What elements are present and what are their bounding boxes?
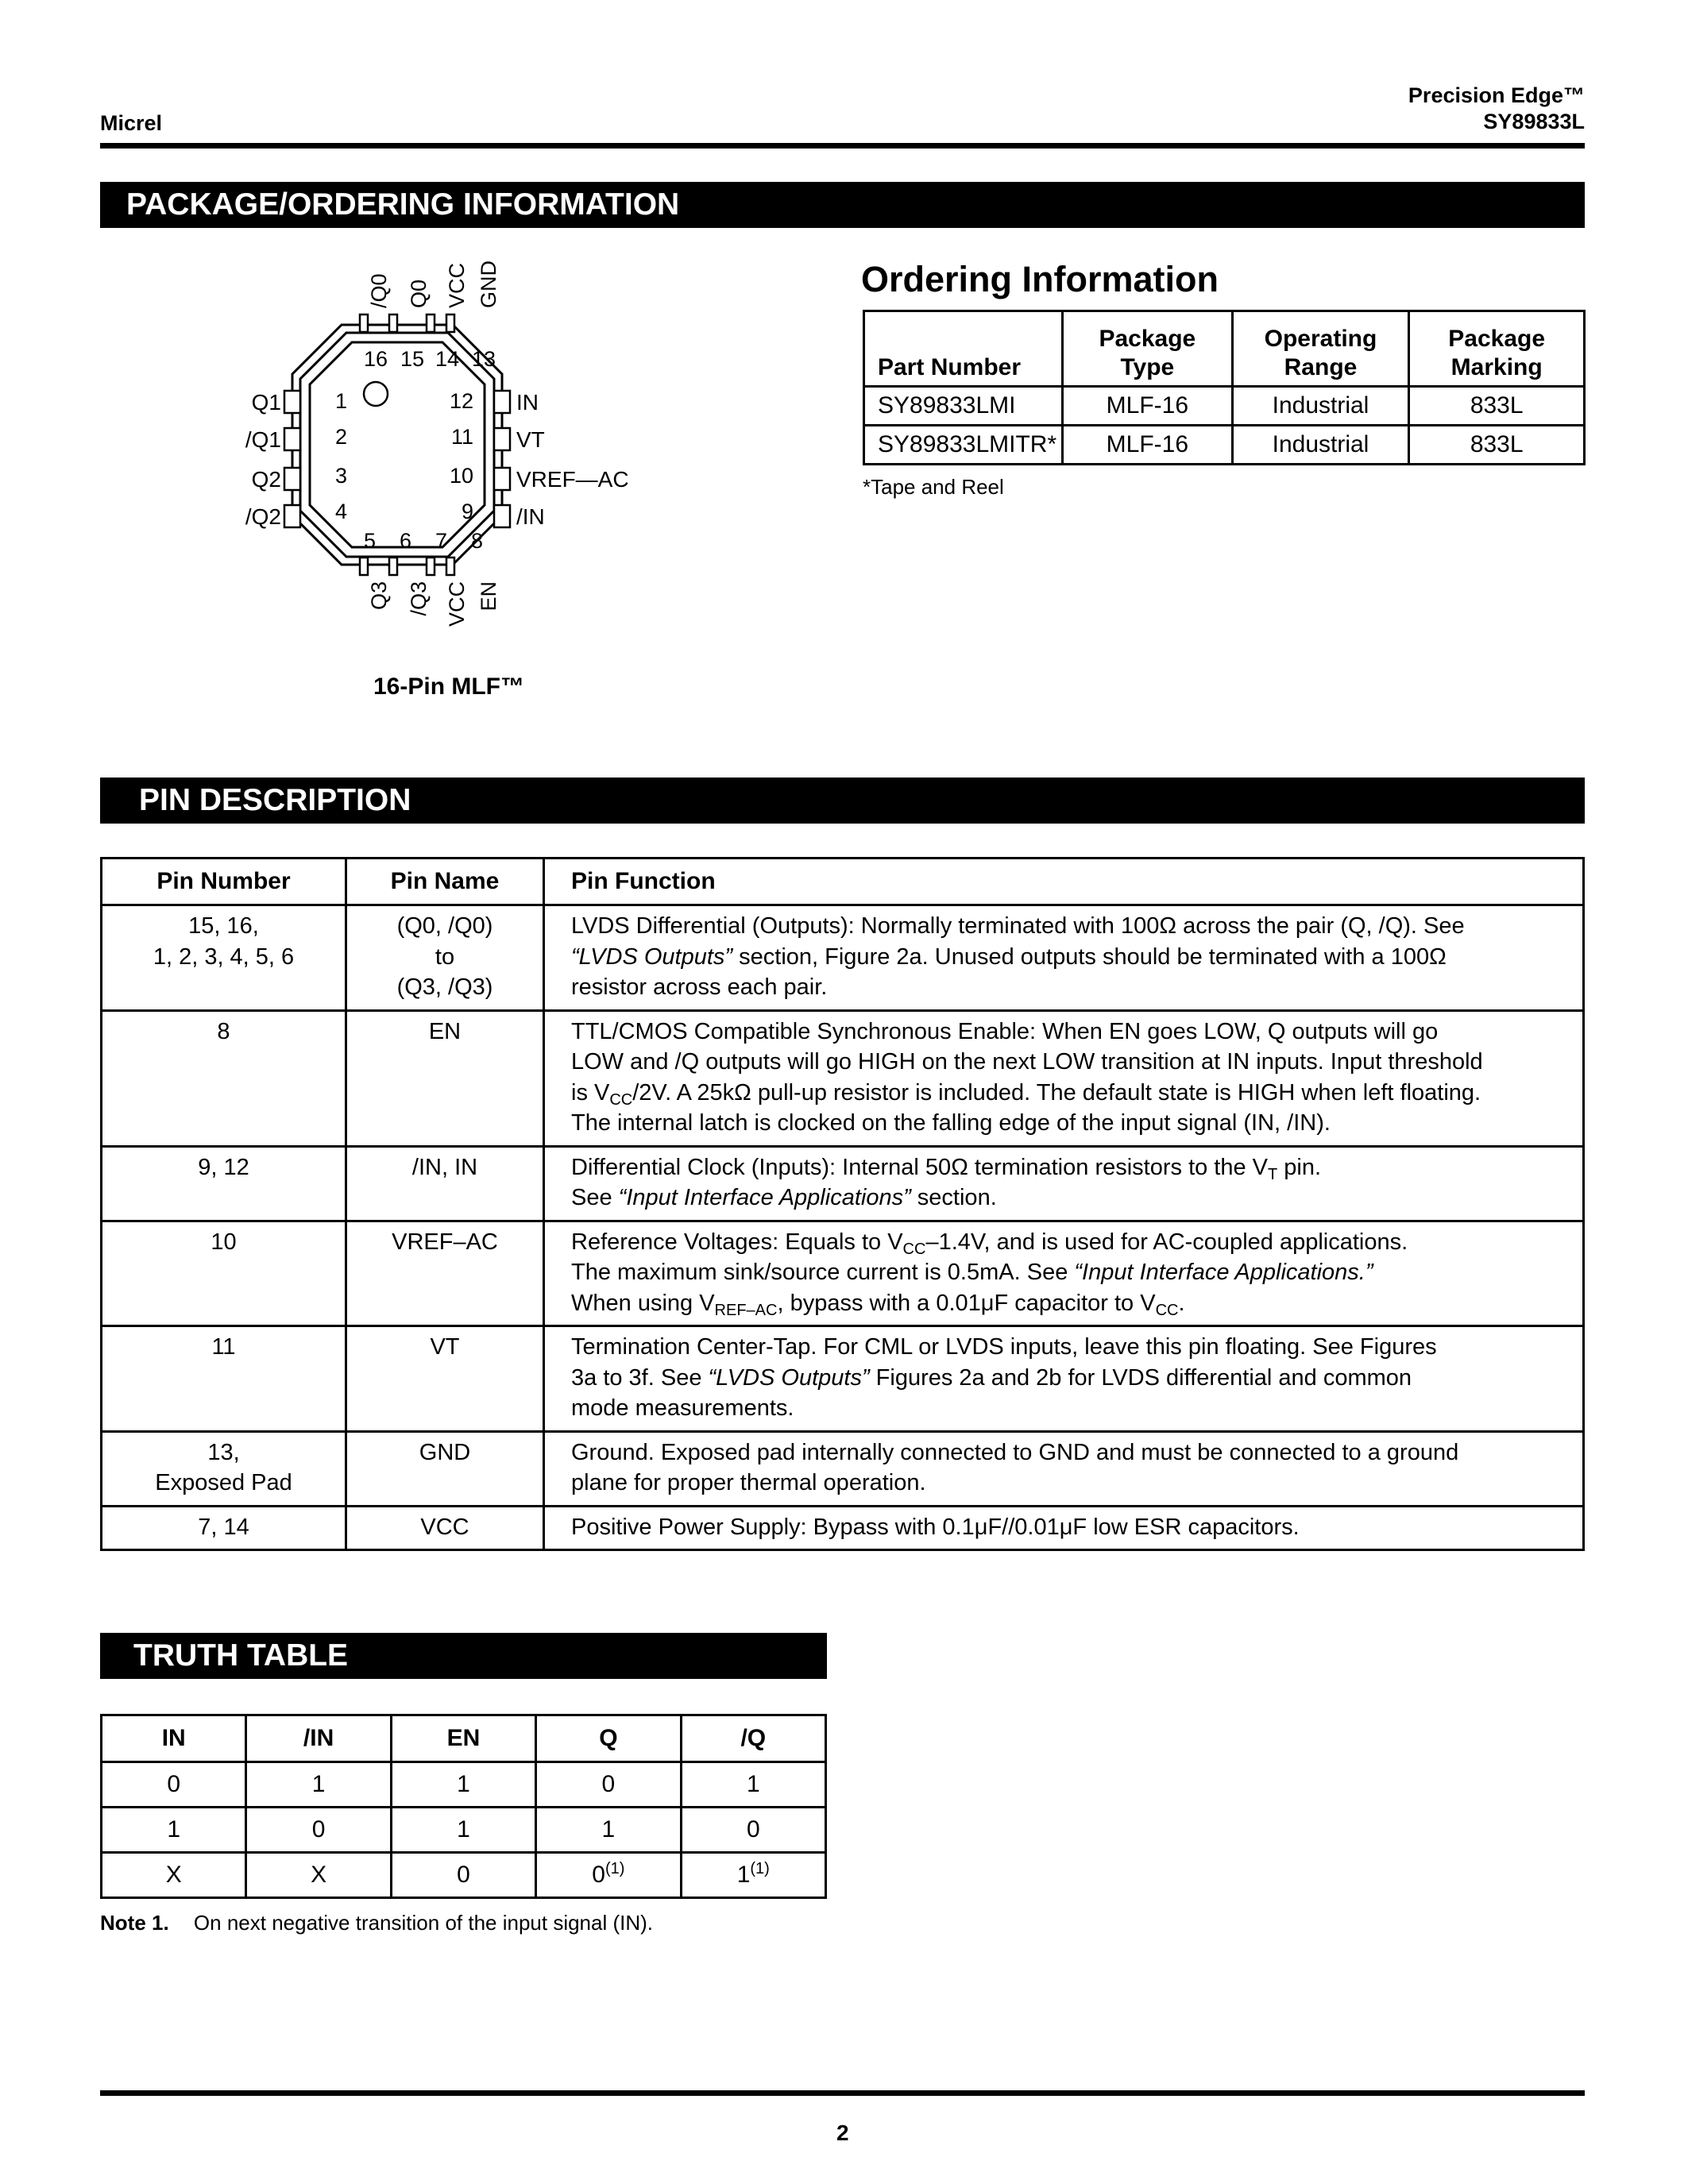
note-ref: (1) xyxy=(605,1860,625,1877)
table-row xyxy=(102,1762,826,1808)
truth-cell: X xyxy=(246,1853,391,1898)
link-input-interface: “Input Interface Applications” xyxy=(618,1185,911,1210)
truth-cell: 1 xyxy=(391,1762,535,1808)
ordering-cell-range: Industrial xyxy=(1232,426,1409,465)
link-input-interface: “Input Interface Applications.” xyxy=(1074,1260,1373,1285)
truth-cell: 0 xyxy=(681,1808,825,1853)
table-row xyxy=(102,1808,826,1853)
table-row xyxy=(102,1146,1584,1221)
section-bar-truth-table xyxy=(100,1633,827,1679)
pin-cell-name: /IN, IN xyxy=(346,1146,544,1221)
ordering-footnote: *Tape and Reel xyxy=(863,475,1004,499)
pin-cell-name: VCC xyxy=(346,1506,544,1550)
pin-name-bottom: EN xyxy=(477,581,500,612)
ordering-header-part: Part Number xyxy=(864,311,1063,387)
ordering-cell-part: SY89833LMI xyxy=(864,387,1063,426)
pin-cell-function: TTL/CMOS Compatible Synchronous Enable: When EN goes LOW, Q outputs will go LOW and /Q outputs will go HIGH on the next LOW transition at IN inputs. Input threshold is $V_{CC}/2V$. A 25kΩ pull-up resistor is included. The default state is HIGH when left floating. The internal latch is clocked on the falling edge of the input signal (IN, /IN). xyxy=(544,1010,1584,1146)
pin-number-bottom: 5 xyxy=(364,529,377,553)
pin-number-top: 15 xyxy=(400,347,425,371)
table-row xyxy=(864,387,1585,426)
pin-number-top: 13 xyxy=(472,347,496,371)
truth-cell: 1 xyxy=(246,1762,391,1808)
ordering-cell-type: MLF-16 xyxy=(1063,426,1232,465)
pin-name-top: /Q0 xyxy=(367,273,391,308)
pin-name-right: VREF—AC xyxy=(516,467,629,492)
pin-number-left: 1 xyxy=(335,389,348,413)
truth-header: EN xyxy=(391,1715,535,1762)
pin-cell-name: GND xyxy=(346,1431,544,1506)
package-diagram xyxy=(238,254,683,659)
ordering-header-marking: Package Marking xyxy=(1409,311,1585,387)
pin-name-left: /Q1 xyxy=(245,427,281,452)
truth-cell: X xyxy=(102,1853,246,1898)
pin-number-left: 2 xyxy=(335,425,348,449)
pin-number-right: 9 xyxy=(461,500,473,523)
ordering-table xyxy=(863,310,1586,465)
section-title-package: PACKAGE/ORDERING INFORMATION xyxy=(126,187,680,222)
pin-header-function: Pin Function xyxy=(544,859,1584,905)
pin-name-right: VT xyxy=(516,427,545,452)
company-name: Micrel xyxy=(100,111,163,135)
link-lvds-outputs: “LVDS Outputs” xyxy=(708,1364,870,1391)
ordering-cell-type: MLF-16 xyxy=(1063,387,1232,426)
pin-name-top: VCC xyxy=(445,262,469,308)
ordering-header-row xyxy=(864,311,1585,387)
truth-cell: 0 xyxy=(246,1808,391,1853)
pin-cell-function: Differential Clock (Inputs): Internal 50Ω termination resistors to the $V_T$ pin. See “Input Interface Applications” section. xyxy=(544,1146,1584,1221)
truth-table xyxy=(100,1714,827,1899)
pin-name-right: IN xyxy=(516,390,539,415)
pin-name-left: Q1 xyxy=(251,390,281,415)
truth-cell: 1 xyxy=(681,1762,825,1808)
pin-number-bottom: 8 xyxy=(471,529,484,553)
part-number: SY89833L xyxy=(1483,110,1585,133)
pin-name-left: /Q2 xyxy=(245,504,281,529)
pin-name-bottom: Q3 xyxy=(367,581,391,611)
page-number: 2 xyxy=(836,2120,849,2145)
pin-number-right: 10 xyxy=(449,464,473,488)
truth-cell: 0 xyxy=(102,1762,246,1808)
pin-header-row xyxy=(102,859,1584,905)
pin-name-bottom: /Q3 xyxy=(407,581,431,616)
truth-header: /Q xyxy=(681,1715,825,1762)
ordering-title: Ordering Information xyxy=(861,259,1219,299)
pin-cell-number: 15, 16, 1, 2, 3, 4, 5, 6 xyxy=(102,905,346,1011)
pin-cell-number: 8 xyxy=(102,1010,346,1146)
truth-note-text: On next negative transition of the input signal (IN). xyxy=(193,1911,654,1935)
table-row xyxy=(102,1506,1584,1550)
truth-cell: 0 xyxy=(391,1853,535,1898)
section-title-pin-description: PIN DESCRIPTION xyxy=(139,783,411,817)
truth-cell: 1 xyxy=(102,1808,246,1853)
table-row xyxy=(864,426,1585,465)
truth-cell: 0$^{(1)}$ xyxy=(536,1853,681,1898)
pin-name-left: Q2 xyxy=(251,467,281,492)
truth-header-row xyxy=(102,1715,826,1762)
section-bar-package xyxy=(100,182,1585,228)
pin-header-name: Pin Name xyxy=(346,859,544,905)
pin-cell-name: VREF–AC xyxy=(346,1221,544,1326)
pin-cell-number: 7, 14 xyxy=(102,1506,346,1550)
pin-cell-name: (Q0, /Q0) to (Q3, /Q3) xyxy=(346,905,544,1011)
truth-note-label: Note 1. xyxy=(100,1911,169,1935)
truth-cell: 1 xyxy=(536,1808,681,1853)
truth-note xyxy=(100,1911,653,1935)
header-right xyxy=(1408,83,1585,135)
header-rule xyxy=(100,143,1585,149)
table-row xyxy=(102,1853,826,1898)
section-title-truth-table: TRUTH TABLE xyxy=(133,1638,349,1673)
pin-cell-name: EN xyxy=(346,1010,544,1146)
pin-cell-name: VT xyxy=(346,1326,544,1432)
pin-cell-number: 13, Exposed Pad xyxy=(102,1431,346,1506)
pin-cell-function: Termination Center-Tap. For CML or LVDS inputs, leave this pin floating. See Figures 3a to 3f. See “LVDS Outputs” Figures 2a and 2b for LVDS differential and common mode measurements. xyxy=(544,1326,1584,1432)
pin-name-right: /IN xyxy=(516,504,545,529)
pin-number-left: 3 xyxy=(335,464,348,488)
table-row xyxy=(102,1431,1584,1506)
ordering-header-range: Operating Range xyxy=(1232,311,1409,387)
table-row xyxy=(102,1221,1584,1326)
table-row xyxy=(102,1326,1584,1432)
ordering-header-type: Package Type xyxy=(1063,311,1232,387)
ordering-cell-marking: 833L xyxy=(1409,387,1585,426)
product-family: Precision Edge™ xyxy=(1408,83,1585,107)
footer-rule xyxy=(100,2090,1585,2096)
section-bar-pin-description xyxy=(100,778,1585,824)
truth-cell: 0 xyxy=(536,1762,681,1808)
ordering-cell-marking: 833L xyxy=(1409,426,1585,465)
ordering-cell-part: SY89833LMITR* xyxy=(864,426,1063,465)
truth-cell: 1 xyxy=(391,1808,535,1853)
truth-header: IN xyxy=(102,1715,246,1762)
pin-name-top: GND xyxy=(477,260,500,308)
pin-number-bottom: 7 xyxy=(435,529,448,553)
pin-number-bottom: 6 xyxy=(400,529,412,553)
pin-header-number: Pin Number xyxy=(102,859,346,905)
pin-cell-number: 9, 12 xyxy=(102,1146,346,1221)
pin-cell-number: 11 xyxy=(102,1326,346,1432)
pin-name-top: Q0 xyxy=(407,279,431,308)
pin-cell-function: Positive Power Supply: Bypass with 0.1μF//0.01μF low ESR capacitors. xyxy=(544,1506,1584,1550)
truth-cell: 1$^{(1)}$ xyxy=(681,1853,825,1898)
package-caption: 16-Pin MLF™ xyxy=(373,673,525,700)
table-row xyxy=(102,1010,1584,1146)
pin-number-right: 11 xyxy=(450,425,473,449)
pin-cell-function: Reference Voltages: Equals to $V_{CC}-1.4V$, and is used for AC-coupled applications. The maximum sink/source current is 0.5mA. See “Input Interface Applications.” When using $V_{REF-AC}$, bypass with a 0.01μF capacitor to $V_{CC}$. xyxy=(544,1221,1584,1326)
pin-cell-number: 10 xyxy=(102,1221,346,1326)
pin-number-top: 14 xyxy=(435,347,460,371)
note-ref: (1) xyxy=(750,1860,770,1877)
pin-number-right: 12 xyxy=(449,389,473,413)
ordering-cell-range: Industrial xyxy=(1232,387,1409,426)
pin-name-bottom: VCC xyxy=(445,581,469,627)
pin-cell-function: LVDS Differential (Outputs): Normally terminated with 100Ω across the pair (Q, /Q). See “LVDS Outputs” section, Figure 2a. Unused outputs should be terminated with a 100Ω resistor across each pair. xyxy=(544,905,1584,1011)
pin-number-left: 4 xyxy=(335,500,348,523)
pin-number-top: 16 xyxy=(364,347,388,371)
truth-header: Q xyxy=(536,1715,681,1762)
link-lvds-outputs: “LVDS Outputs” xyxy=(571,943,733,970)
pin-description-table xyxy=(100,857,1585,1551)
truth-header: /IN xyxy=(246,1715,391,1762)
pin1-indicator xyxy=(364,382,388,406)
table-row xyxy=(102,905,1584,1011)
pin-cell-function: Ground. Exposed pad internally connected to GND and must be connected to a ground plane for proper thermal operation. xyxy=(544,1431,1584,1506)
